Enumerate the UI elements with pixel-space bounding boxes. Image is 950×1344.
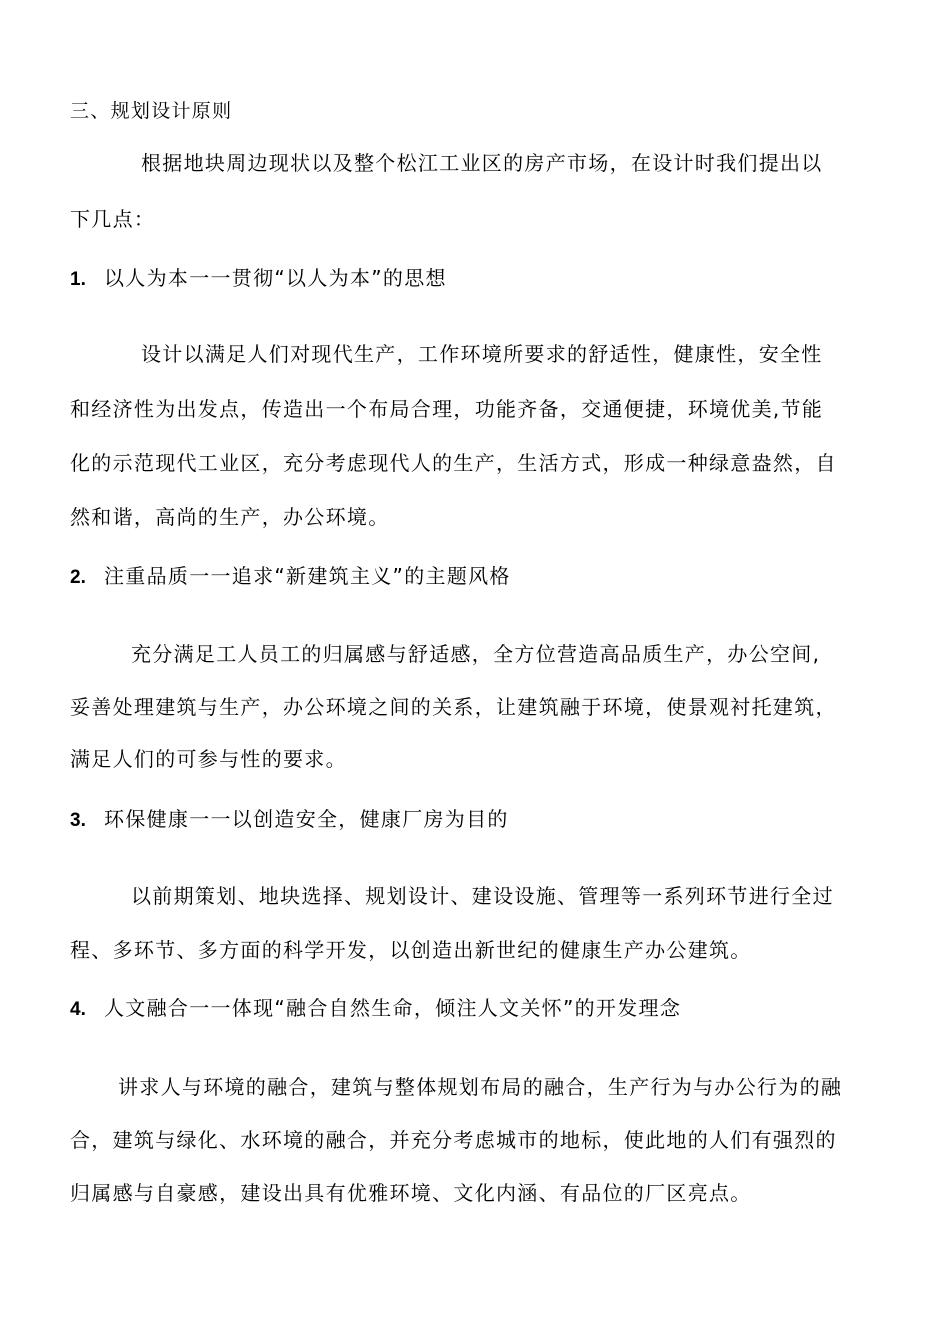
text-line: 化的示范现代工业区，充分考虑现代人的生产，生活方式，形成一种绿意盎然，自: [70, 451, 837, 475]
heading-text: 注重品质一一追求“新建筑主义”的主题风格: [104, 564, 511, 588]
item-number: 2.: [70, 567, 86, 588]
heading-text: 以人为本一一贯彻“以人为本”的思想: [104, 266, 447, 290]
heading-text: 人文融合一一体现“融合自然生命，倾注人文关怀”的开发理念: [104, 996, 682, 1020]
text-line: 满足人们的可参与性的要求。: [70, 747, 347, 771]
principle-heading-2: [70, 563, 511, 591]
text-line: 妥善处理建筑与生产，办公环境之间的关系，让建筑融于环境，使景观衬托建筑，: [70, 695, 837, 719]
heading-text: 环保健康一一以创造安全，健康厂房为目的: [104, 807, 509, 831]
principle-heading-1: [70, 265, 447, 293]
text-line: 合，建筑与绿化、水环境的融合，并充分考虑城市的地标，使此地的人们有强烈的: [70, 1128, 837, 1152]
text-line: 讲求人与环境的融合，建筑与整体规划布局的融合，生产行为与办公行为的融: [118, 1075, 843, 1099]
item-number: 4.: [70, 999, 86, 1020]
text-line: 然和谐，高尚的生产，办公环境。: [70, 505, 390, 529]
text-line: 下几点：: [70, 207, 156, 231]
text-line: 根据地块周边现状以及整个松江工业区的房产市场，在设计时我们提出以: [141, 151, 823, 175]
text-line: 以前期策划、地块选择、规划设计、建设设施、管理等一系列环节进行全过: [131, 884, 834, 908]
text-line: 充分满足工人员工的归属感与舒适感，全方位营造高品质生产，办公空间,: [131, 642, 821, 666]
item-number: 3.: [70, 810, 86, 831]
principle-heading-3: [70, 806, 509, 834]
section-title: 三、规划设计原则: [70, 100, 233, 122]
text-line: 和经济性为出发点，传造出一个布局合理，功能齐备，交通便捷，环境优美,节能: [70, 397, 824, 421]
text-line: 归属感与自豪感，建设出具有优雅环境、文化内涵、有品位的厂区亮点。: [70, 1181, 752, 1205]
text-line: 设计以满足人们对现代生产，工作环境所要求的舒适性，健康性，安全性: [141, 342, 823, 366]
item-number: 1.: [70, 269, 86, 290]
text-line: 程、多环节、多方面的科学开发，以创造出新世纪的健康生产办公建筑。: [70, 938, 752, 962]
principle-heading-4: [70, 995, 681, 1023]
